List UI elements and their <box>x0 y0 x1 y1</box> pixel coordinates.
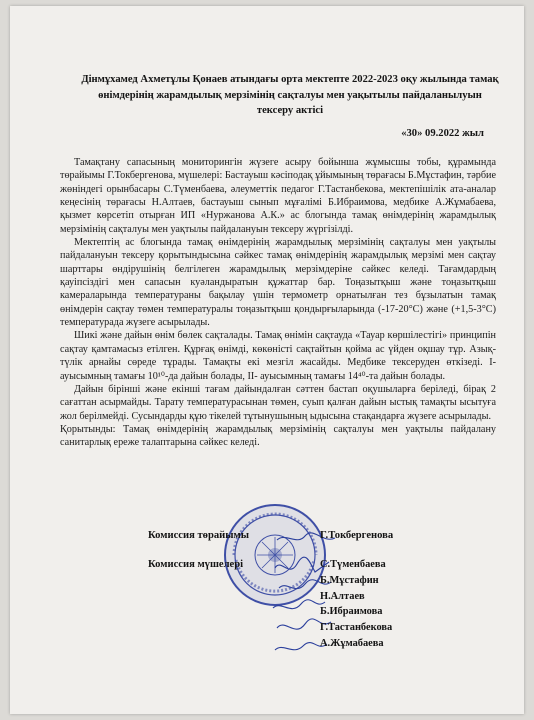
paragraph-storage-conditions: Мектептің ас блогында тамақ өнімдерінің жарамдылық мерзімінің сақталуы мен уақтылы пайдалануын тексеру қорытындысына сәйкес тамақ өнімдерінің жарамдылық мерзімі мен сақтау шарттары өндірушінің белгілеген жарамдылық мерзімдеріне сәйкес келеді. Тағамдардың қауіпсіздігі мен сапасын куәландыратын құжаттар бар. Тоңазытқыш және тоңазытқыш камераларында температураны бақылау үшін термометр орнатылған тез бұзылатын тамақ өнімдерін сақтау төмен температуралы тоңазытқыш қондырғыларында (-17-20°С) және (+1,5-3°С) температурада жүзеге асырылады. <box>60 237 496 329</box>
member-name: Г.Тастанбекова <box>320 622 393 634</box>
paragraph-storage-separation: Шикі және дайын өнім бөлек сақталады. Тамақ өнімін сақтауда «Тауар көршілестігі» принципін сақтау қамтамасыз етілген. Құрғақ өнімді, көкөністі сақтайтын қойма ас үйден оқшау тұр. Азық-түлік арнайы сөреде тұрады. Тамақты екі мезгіл жасайды. Медбике тексеруден өткізеді. І- ауысымның тамағы 10¹⁰-да дайын болады, ІІ- ауысымның тамағы 14⁴⁰-та дайын болады. <box>60 330 496 382</box>
chair-name: Г.Токбергенова <box>320 530 394 541</box>
document-title: Дінмұхамед Ахметұлы Қонаев атындағы орта мектепте 2022-2023 оқу жылында тамақ өнімдерінің жарамдылық мерзімінің сақталуы мен уақытылы пайдаланылуын тексеру актісі <box>81 74 499 116</box>
paragraph-commission: Тамақтану сапасының мониторингін жүзеге асыру бойынша жұмысшы тобы, құрамында төрайымы Г.Токбергенова, мүшелері: Бастауыш кәсіподақ ұйымының төрағасы Б.Мұстафин, тәрбие жөніндегі орынбасары С.Түменбаева, әлеуметтік педагог Г.Тастанбекова, мектепішілік ата-аналар кеңесінің төрағасы Н.Алтаев, бастауыш сынып мұғалімі Б.Ибраимова, медбике А.Жұмабаева, қызмет көрсетіп отырған ИП «Нуржанова А.К.» ас блогында тамақ өнімдерінің жарамдылық мерзімінің сақталуы мен уақтылы пайдалануын тексеру жүргізілді. <box>60 157 496 235</box>
member-name: Б.Ибраимова <box>320 606 383 618</box>
member-name: Н.Алтаев <box>320 590 365 602</box>
member-name: С.Түменбаева <box>320 559 386 570</box>
members-label: Комиссия мүшелері <box>148 559 244 570</box>
member-name: А.Жұмабаева <box>320 637 384 649</box>
document-body <box>60 156 496 450</box>
document-page <box>10 6 524 714</box>
chair-label: Комиссия төрайымы <box>148 530 250 541</box>
paragraph-serving: Дайын бірінші және екінші тағам дайындалған сәттен бастап оқушыларға беріледі, бірақ 2 сағаттан асырмайды. Тарату температурасынан төмен, суып қалған дайын ыстық тамақты ысытуға жол берілмейді. Сусындарды құю тікелей тұтынушының ыдысына стақандарға жүзеге асырылады. <box>60 383 496 422</box>
paragraph-conclusion: Қорытынды: Тамақ өнімдерінің жарамдылық мерзімінің сақталуы мен уақтылы пайдалану санитарлық ереже талаптарына сәйкес келеді. <box>60 423 496 449</box>
member-name: Б.Мұстафин <box>320 574 379 586</box>
document-date: «30» 09.2022 жыл <box>401 128 484 139</box>
members-list <box>320 557 392 652</box>
